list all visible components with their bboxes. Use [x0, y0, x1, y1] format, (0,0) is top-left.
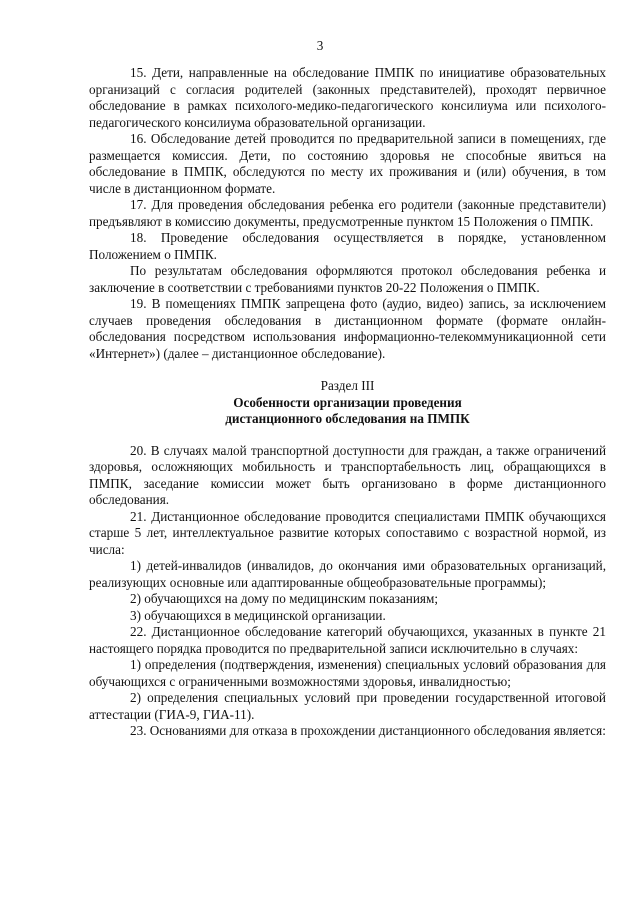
- paragraph-15: 15. Дети, направленные на обследование ПМПК по инициативе образовательных организаций с согласия родителей (законных представителей), проходят первичное обследование в рамках психолого-медико-педагогического консилиума или психолого-педагогического консилиума образовательной организации.: [89, 65, 606, 130]
- paragraph-18: 18. Проведение обследования осуществляется в порядке, установленном Положением о ПМПК.: [89, 230, 606, 262]
- section-label: Раздел III: [320, 378, 375, 393]
- section-title-line-2: дистанционного обследования на ПМПК: [225, 411, 470, 426]
- list-item-21-1: 1) детей-инвалидов (инвалидов, до окончания ими образовательных организаций, реализующих основные или адаптированные общеобразовательные программы);: [89, 558, 606, 590]
- page-number: 3: [316, 38, 324, 53]
- list-item-22-2: 2) определения специальных условий при проведении государственной итоговой аттестации (ГИА-9, ГИА-11).: [89, 690, 606, 722]
- paragraph-20: 20. В случаях малой транспортной доступности для граждан, а также ограничений здоровья, осложняющих мобильность и транспортабельность лиц, обращающихся в ПМПК, заседание комиссии может быть организовано в форме дистанционного обследования.: [89, 442, 606, 507]
- paragraph-21: 21. Дистанционное обследование проводится специалистами ПМПК обучающихся старше 5 лет, интеллектуальное развитие которых сопоставимо с возрастной нормой, из числа:: [89, 508, 606, 557]
- list-item-21-2: 2) обучающихся на дому по медицинским показаниям;: [130, 591, 438, 606]
- paragraph-results: По результатам обследования оформляются протокол обследования ребенка и заключение в соответствии с требованиями пунктов 20-22 Положения о ПМПК.: [89, 263, 606, 295]
- paragraph-23: 23. Основаниями для отказа в прохождении дистанционного обследования является:: [130, 723, 606, 738]
- list-item-22-1: 1) определения (подтверждения, изменения) специальных условий образования для обучающихся с ограниченными возможностями здоровья, инвалидностью;: [89, 657, 606, 689]
- list-item-21-3: 3) обучающихся в медицинской организации.: [130, 607, 386, 623]
- document-body: [89, 65, 606, 740]
- paragraph-16: 16. Обследование детей проводится по предварительной записи в помещениях, где размещается комиссия. Дети, по состоянию здоровья не способные явиться на обследование в ПМПК, обследуются по месту их проживания и (или) обучения, в том числе в дистанционном формате.: [89, 131, 606, 196]
- paragraph-22: 22. Дистанционное обследование категорий обучающихся, указанных в пункте 21 настоящего порядка проводится по предварительной записи исключительно в случаях:: [89, 624, 606, 656]
- section-title-line-1: Особенности организации проведения: [233, 394, 462, 410]
- paragraph-17: 17. Для проведения обследования ребенка его родители (законные представители) предъявляют в комиссию документы, предусмотренные пунктом 15 Положения о ПМПК.: [89, 197, 606, 229]
- paragraph-19: 19. В помещениях ПМПК запрещена фото (аудио, видео) запись, за исключением случаев проведения обследования в дистанционном формате (формате онлайн-обследования посредством использования информационно-телекоммуникационной сети «Интернет») (далее – дистанционное обследование).: [89, 296, 606, 361]
